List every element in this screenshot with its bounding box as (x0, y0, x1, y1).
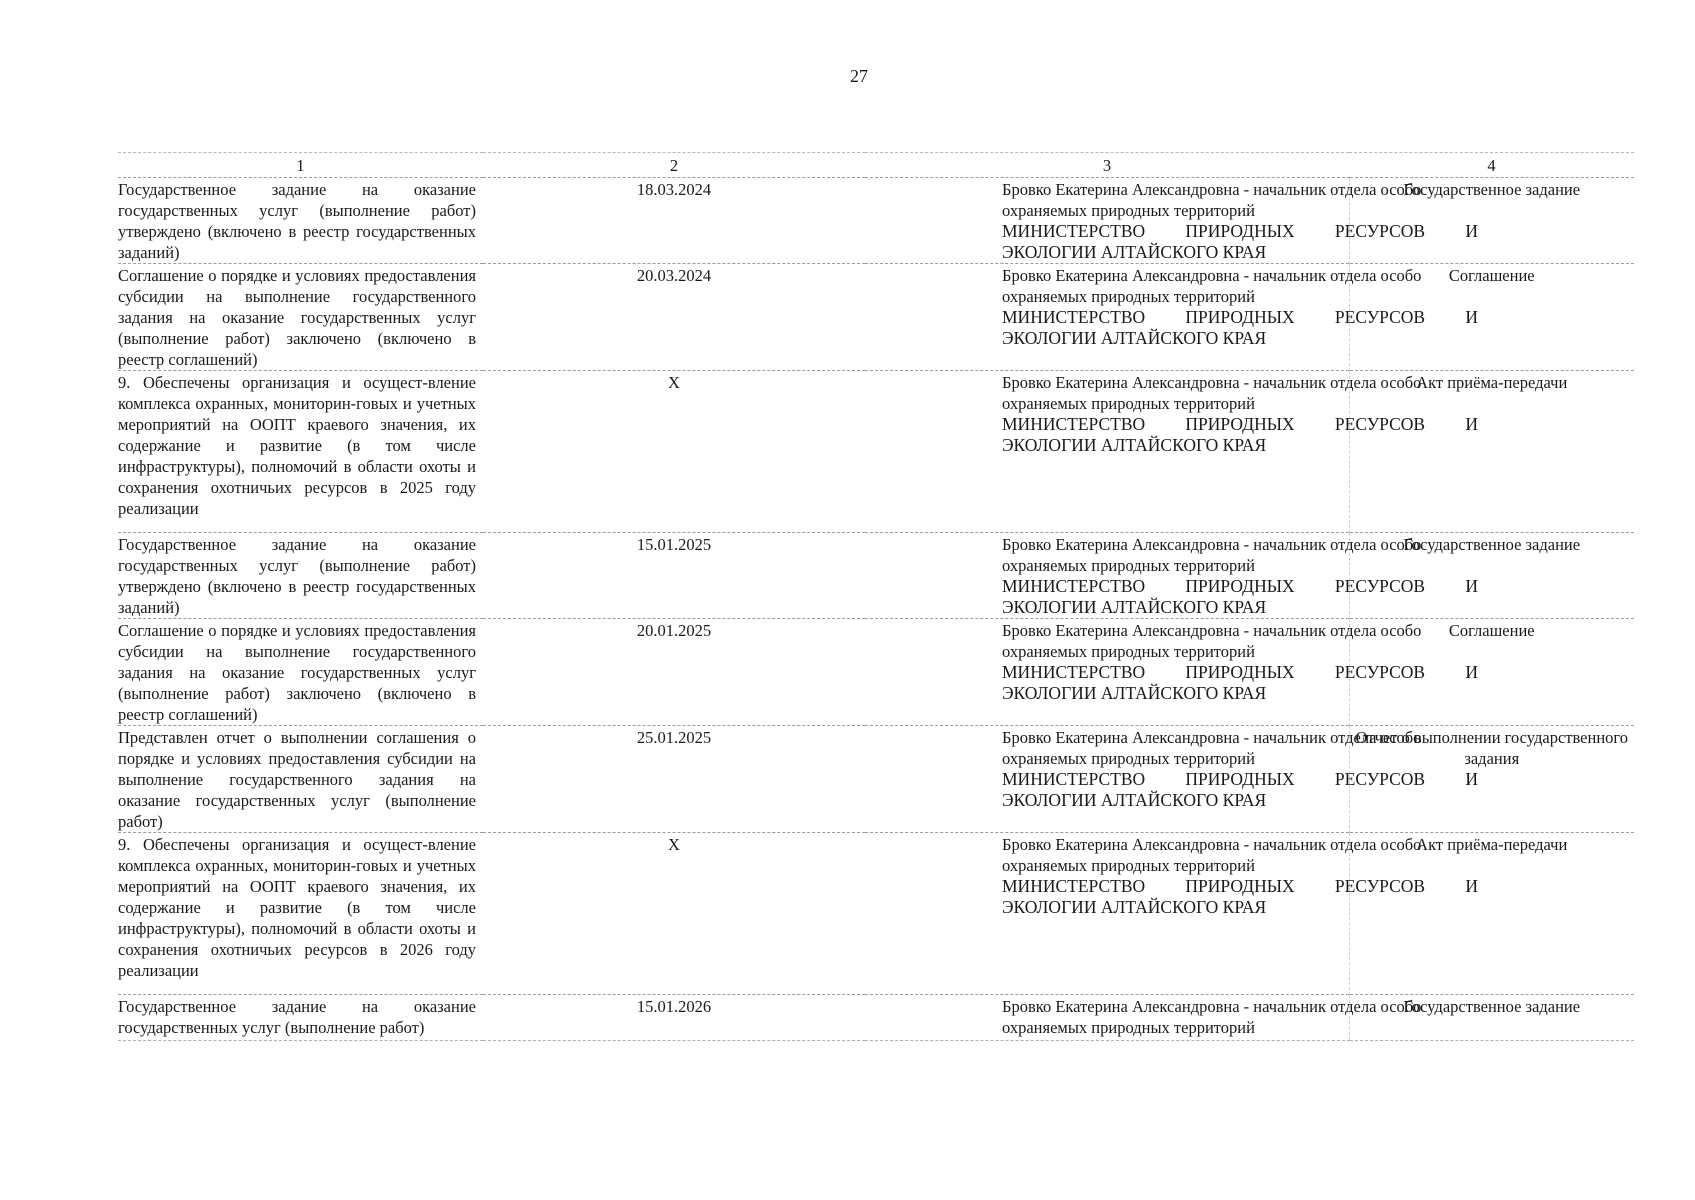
responsible-cell (865, 264, 1478, 371)
ministry-line-2: ЭКОЛОГИИ АЛТАЙСКОГО КРАЯ (1002, 328, 1267, 348)
responsible-person: Бровко Екатерина Александровна - начальник отдела особо охраняемых природных территорий (1002, 180, 1422, 220)
events-table (118, 152, 1634, 1041)
column-header-3: 3 (865, 153, 1349, 178)
event-cell (118, 726, 483, 833)
responsible-person: Бровко Екатерина Александровна - начальник отдела особо охраняемых природных территорий (1002, 266, 1422, 306)
event-cell (118, 619, 483, 726)
date-cell: 15.01.2026 (483, 995, 865, 1041)
date-cell: 20.01.2025 (483, 619, 865, 726)
ministry-line: МИНИСТЕРСТВО ПРИРОДНЫХ РЕСУРСОВ И (1002, 221, 1478, 241)
column-header-4: 4 (1349, 153, 1634, 178)
event-cell (118, 995, 483, 1041)
responsible-cell (865, 533, 1478, 619)
ministry-line-2: ЭКОЛОГИИ АЛТАЙСКОГО КРАЯ (1002, 790, 1267, 810)
table-row (118, 533, 1634, 619)
event-text: Соглашение о порядке и условиях предоставления субсидии на выполнение государственного задания на оказание государственных услуг (выполнение работ) заключено (включено в реестр соглашений) (118, 266, 476, 369)
responsible-cell (865, 178, 1478, 264)
event-cell (118, 371, 483, 533)
document-cell: Соглашение (1349, 264, 1634, 371)
ministry-line: МИНИСТЕРСТВО ПРИРОДНЫХ РЕСУРСОВ И (1002, 307, 1478, 327)
document-cell: Отчет о выполнении государственного задания (1349, 726, 1634, 833)
event-cell (118, 264, 483, 371)
event-text: Государственное задание на оказание государственных услуг (выполнение работ) (118, 997, 476, 1037)
responsible-cell (865, 371, 1478, 533)
event-cell (118, 178, 483, 264)
document-cell: Соглашение (1349, 619, 1634, 726)
date-cell: 18.03.2024 (483, 178, 865, 264)
event-cell (118, 833, 483, 995)
ministry-line: МИНИСТЕРСТВО ПРИРОДНЫХ РЕСУРСОВ И (1002, 576, 1478, 596)
table-row (118, 371, 1634, 533)
responsible-cell (865, 619, 1478, 726)
table-row (118, 833, 1634, 995)
table-row (118, 619, 1634, 726)
column-header-1: 1 (118, 153, 483, 178)
ministry-line-2: ЭКОЛОГИИ АЛТАЙСКОГО КРАЯ (1002, 683, 1267, 703)
document-cell: Государственное задание (1349, 995, 1634, 1041)
event-text: Соглашение о порядке и условиях предоставления субсидии на выполнение государственного задания на оказание государственных услуг (выполнение работ) заключено (включено в реестр соглашений) (118, 621, 476, 724)
responsible-person: Бровко Екатерина Александровна - начальник отдела особо охраняемых природных территорий (1002, 621, 1422, 661)
page-number: 27 (850, 66, 868, 86)
event-text: 9. Обеспечены организация и осущест-вление комплекса охранных, мониторин-говых и учетных мероприятий на ООПТ краевого значения, их содержание и развитие (в том числе инфраструктуры), полномочий в области охоты и сохранения охотничьих ресурсов в 2025 году реализации (118, 373, 476, 518)
ministry-line: МИНИСТЕРСТВО ПРИРОДНЫХ РЕСУРСОВ И (1002, 769, 1478, 789)
ministry-line: МИНИСТЕРСТВО ПРИРОДНЫХ РЕСУРСОВ И (1002, 876, 1478, 896)
event-text: 9. Обеспечены организация и осущест-вление комплекса охранных, мониторин-говых и учетных мероприятий на ООПТ краевого значения, их содержание и развитие (в том числе инфраструктуры), полномочий в области охоты и сохранения охотничьих ресурсов в 2026 году реализации (118, 835, 476, 980)
ministry-line: МИНИСТЕРСТВО ПРИРОДНЫХ РЕСУРСОВ И (1002, 414, 1478, 434)
responsible-cell (865, 726, 1478, 833)
date-cell: X (483, 371, 865, 533)
document-cell: Акт приёма-передачи (1349, 371, 1634, 533)
event-text: Государственное задание на оказание государственных услуг (выполнение работ) утверждено (включено в реестр государственных заданий) (118, 180, 476, 262)
responsible-cell (865, 995, 1422, 1041)
document-cell: Акт приёма-передачи (1349, 833, 1634, 995)
ministry-line-2: ЭКОЛОГИИ АЛТАЙСКОГО КРАЯ (1002, 597, 1267, 617)
table-header-row (118, 153, 1634, 178)
ministry-line-2: ЭКОЛОГИИ АЛТАЙСКОГО КРАЯ (1002, 897, 1267, 917)
responsible-person: Бровко Екатерина Александровна - начальник отдела особо охраняемых природных территорий (1002, 835, 1422, 875)
event-text: Представлен отчет о выполнении соглашения о порядке и условиях предоставления субсидии на выполнение государственного задания на оказание государственных услуг (выполнение работ) (118, 728, 476, 831)
date-cell: 25.01.2025 (483, 726, 865, 833)
event-text: Государственное задание на оказание государственных услуг (выполнение работ) утверждено (включено в реестр государственных заданий) (118, 535, 476, 617)
ministry-line-2: ЭКОЛОГИИ АЛТАЙСКОГО КРАЯ (1002, 242, 1267, 262)
column-header-2: 2 (483, 153, 865, 178)
responsible-person: Бровко Екатерина Александровна - начальник отдела особо охраняемых природных территорий (1002, 728, 1422, 768)
table-row (118, 995, 1634, 1041)
table-row (118, 264, 1634, 371)
date-cell: 15.01.2025 (483, 533, 865, 619)
table-row (118, 726, 1634, 833)
table-row (118, 178, 1634, 264)
document-cell: Государственное задание (1349, 533, 1634, 619)
event-cell (118, 533, 483, 619)
responsible-person: Бровко Екатерина Александровна - начальник отдела особо охраняемых природных территорий (1002, 997, 1422, 1037)
responsible-person: Бровко Екатерина Александровна - начальник отдела особо охраняемых природных территорий (1002, 535, 1422, 575)
date-cell: 20.03.2024 (483, 264, 865, 371)
ministry-line-2: ЭКОЛОГИИ АЛТАЙСКОГО КРАЯ (1002, 435, 1267, 455)
document-cell: Государственное задание (1349, 178, 1634, 264)
ministry-line: МИНИСТЕРСТВО ПРИРОДНЫХ РЕСУРСОВ И (1002, 662, 1478, 682)
date-cell: X (483, 833, 865, 995)
responsible-cell (865, 833, 1478, 995)
responsible-person: Бровко Екатерина Александровна - начальник отдела особо охраняемых природных территорий (1002, 373, 1422, 413)
